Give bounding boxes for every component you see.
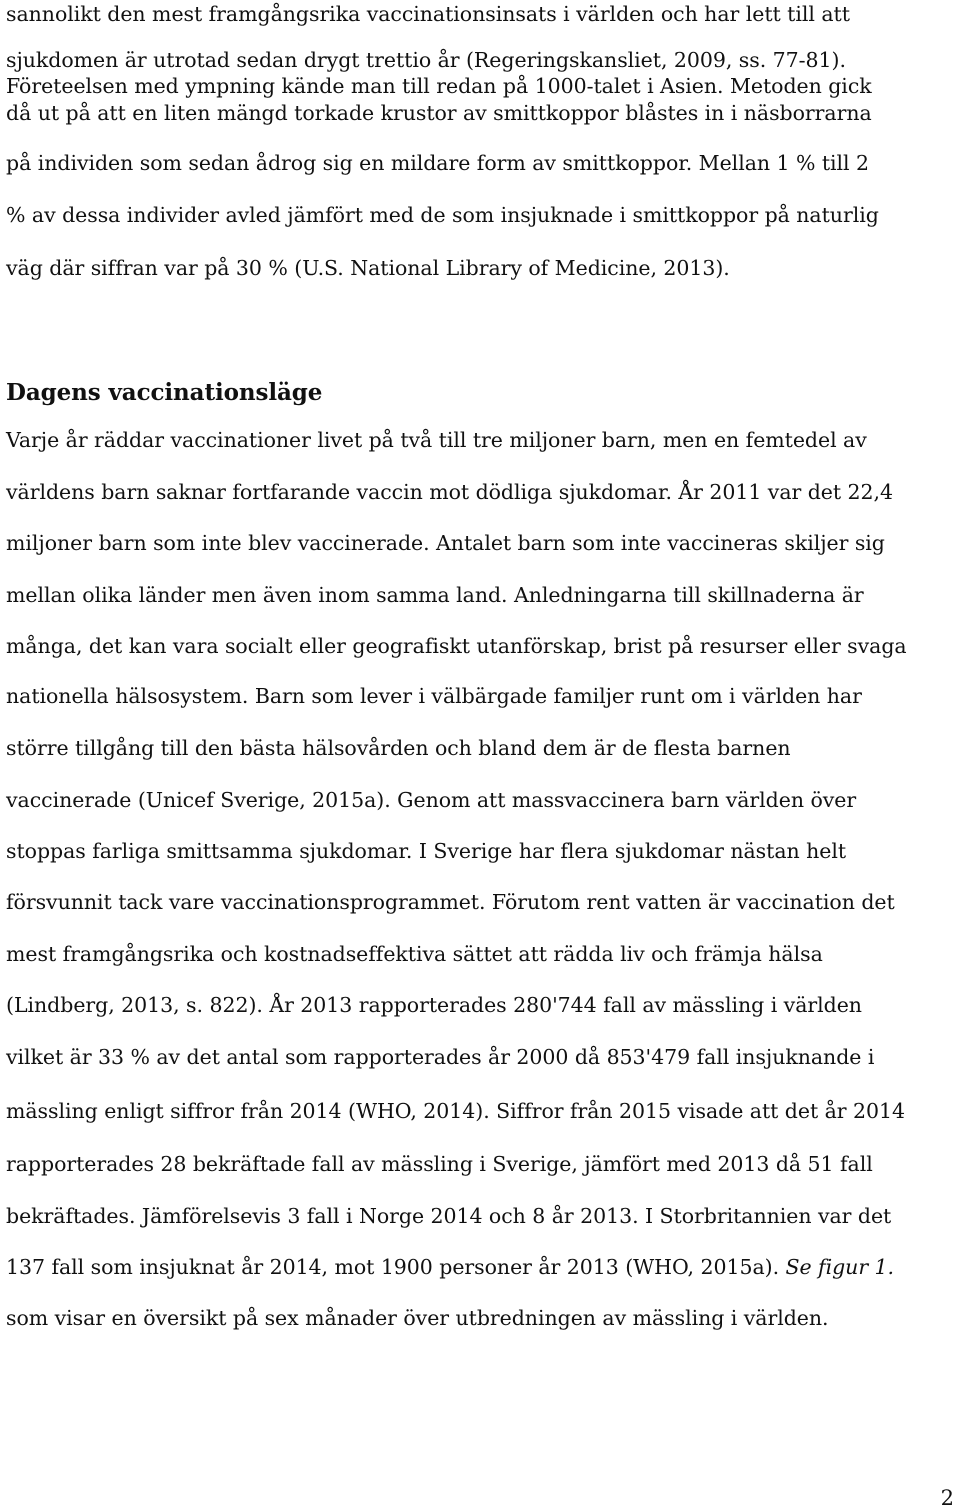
paragraph-line: mest framgångsrika och kostnadseffektiva sättet att rädda liv och främja hälsa (6, 942, 823, 966)
page-number: 2 (940, 1486, 954, 1510)
paragraph-line: stoppas farliga smittsamma sjukdomar. I Sverige har flera sjukdomar nästan helt (6, 839, 847, 863)
paragraph-line: väg där siffran var på 30 % (U.S. National Library of Medicine, 2013). (6, 256, 730, 280)
paragraph-line: mellan olika länder men även inom samma land. Anledningarna till skillnaderna är (6, 583, 864, 607)
paragraph-line: världens barn saknar fortfarande vaccin mot dödliga sjukdomar. År 2011 var det 22,4 (6, 480, 893, 504)
paragraph-line: miljoner barn som inte blev vaccinerade. Antalet barn som inte vaccineras skiljer sig (6, 531, 885, 555)
paragraph-line: som visar en översikt på sex månader över utbredningen av mässling i världen. (6, 1306, 829, 1330)
section-heading: Dagens vaccinationsläge (6, 379, 323, 406)
figure-reference: Se figur 1. (785, 1255, 895, 1279)
paragraph-line: sannolikt den mest framgångsrika vaccinationsinsats i världen och har lett till att (6, 2, 850, 26)
paragraph-line: försvunnit tack vare vaccinationsprogrammet. Förutom rent vatten är vaccination det (6, 890, 895, 914)
paragraph-line: många, det kan vara socialt eller geografiskt utanförskap, brist på resurser eller svaga (6, 634, 907, 658)
paragraph-line: större tillgång till den bästa hälsovården och bland dem är de flesta barnen (6, 736, 791, 760)
paragraph-line: bekräftades. Jämförelsevis 3 fall i Norge 2014 och 8 år 2013. I Storbritannien var det (6, 1204, 892, 1228)
paragraph-line: Företeelsen med ympning kände man till redan på 1000-talet i Asien. Metoden gick (6, 74, 872, 98)
paragraph-line: vaccinerade (Unicef Sverige, 2015a). Genom att massvaccinera barn världen över (6, 788, 857, 812)
paragraph-line: sjukdomen är utrotad sedan drygt trettio år (Regeringskansliet, 2009, ss. 77-81). (6, 48, 846, 72)
paragraph-line: nationella hälsosystem. Barn som lever i välbärgade familjer runt om i världen har (6, 684, 862, 708)
paragraph-line (6, 1253, 894, 1281)
paragraph-line: Varje år räddar vaccinationer livet på två till tre miljoner barn, men en femtedel av (6, 428, 867, 452)
line-text: 137 fall som insjuknat år 2014, mot 1900 personer år 2013 (WHO, 2015a). (6, 1255, 786, 1279)
paragraph-line: då ut på att en liten mängd torkade krustor av smittkoppor blåstes in i näsborrarna (6, 101, 872, 125)
paragraph-line: % av dessa individer avled jämfört med de som insjuknade i smittkoppor på naturlig (6, 203, 879, 227)
paragraph-line: (Lindberg, 2013, s. 822). År 2013 rapporterades 280'744 fall av mässling i världen (6, 993, 862, 1017)
paragraph-line: rapporterades 28 bekräftade fall av mässling i Sverige, jämfört med 2013 då 51 fall (6, 1152, 873, 1176)
paragraph-line: vilket är 33 % av det antal som rapporterades år 2000 då 853'479 fall insjuknande i (6, 1045, 875, 1069)
paragraph-line: mässling enligt siffror från 2014 (WHO, 2014). Siffror från 2015 visade att det år 2014 (6, 1099, 905, 1123)
paragraph-line: på individen som sedan ådrog sig en mildare form av smittkoppor. Mellan 1 % till 2 (6, 151, 870, 175)
